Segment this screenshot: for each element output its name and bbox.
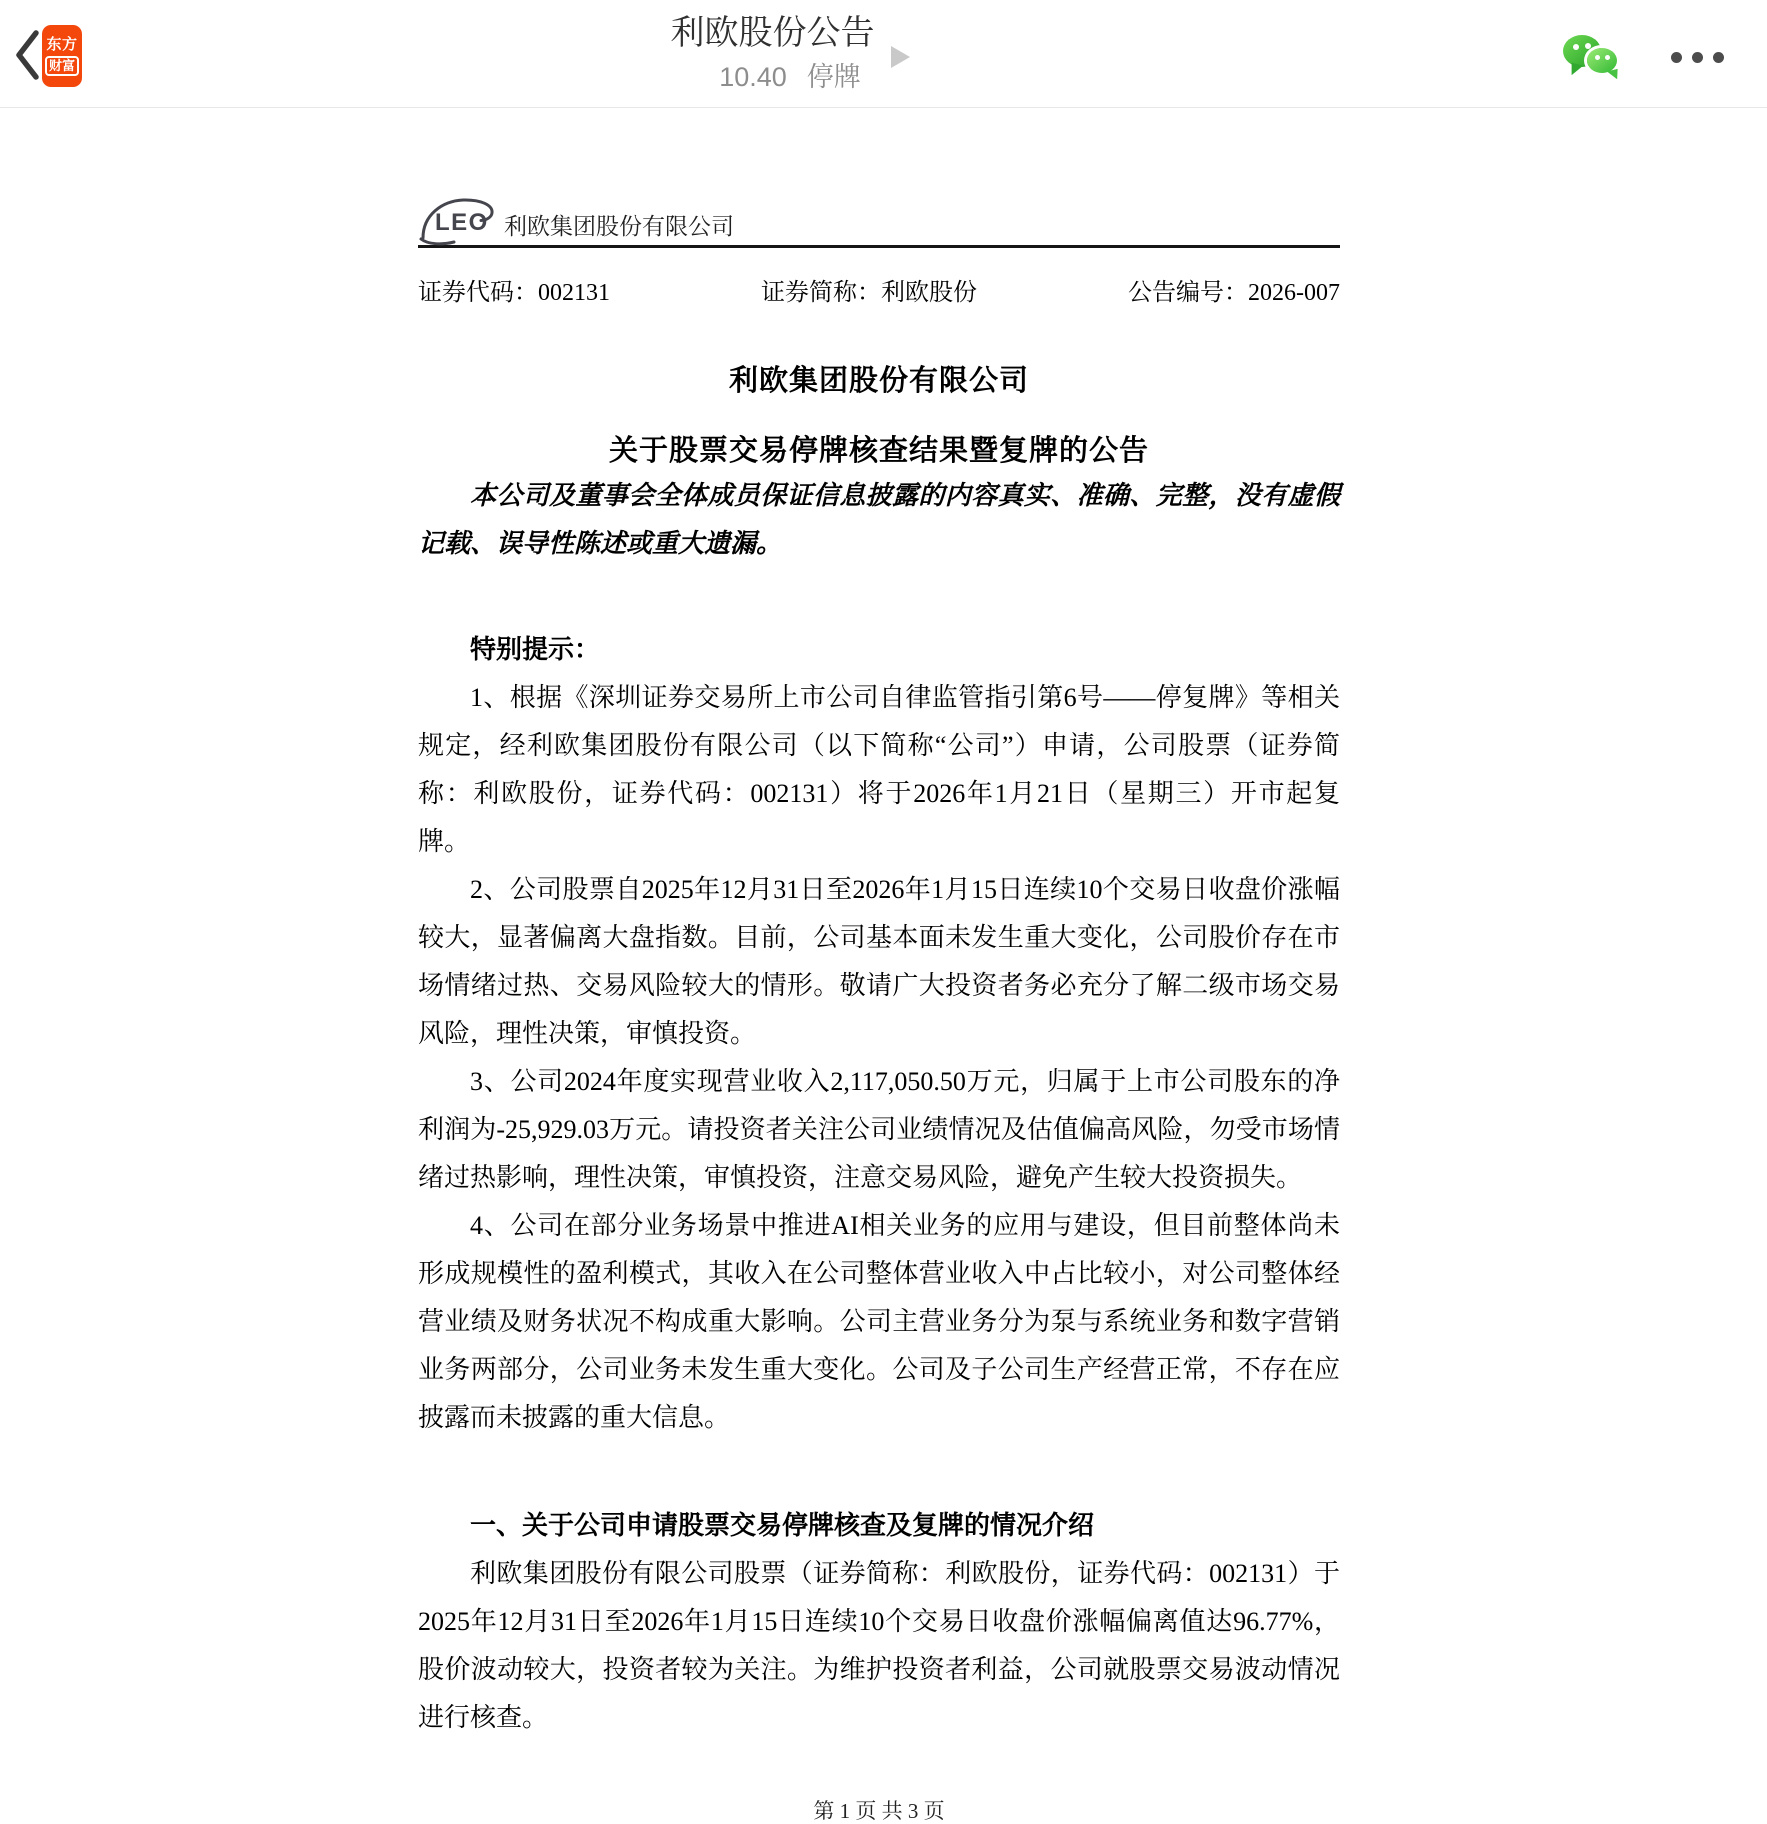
- letterhead-company-name: 利欧集团股份有限公司: [504, 214, 734, 239]
- page-title: 利欧股份公告: [670, 14, 875, 52]
- more-dots-icon: [1671, 52, 1682, 63]
- more-menu-button[interactable]: [1671, 52, 1724, 63]
- special-note-label: 特别提示：: [470, 635, 601, 664]
- section-1-heading: 一、关于公司申请股票交易停牌核查及复牌的情况介绍: [470, 1511, 1095, 1540]
- stock-status-badge: 停牌: [806, 62, 861, 92]
- eastmoney-logo-text-bottom: 财富: [45, 56, 78, 76]
- announcement-number: 公告编号：2026-007: [1128, 280, 1340, 306]
- security-code: 证券代码：002131: [418, 280, 610, 306]
- disclaimer-paragraph: 本公司及董事会全体成员保证信息披露的内容真实、准确、完整，没有虚假记载、误导性陈述或重大遗漏。: [418, 481, 1340, 558]
- page-number-footer: 第 1 页 共 3 页: [813, 1799, 945, 1823]
- leo-logo-text: LEO: [435, 209, 489, 236]
- app-bar: [0, 0, 1767, 108]
- document-title-subject: 关于股票交易停牌核查结果暨复牌的公告: [608, 435, 1149, 467]
- paragraph-2: 2、公司股票自2025年12月31日至2026年1月15日连续10个交易日收盘价涨幅较大，显著偏离大盘指数。目前，公司基本面未发生重大变化，公司股价存在市场情绪过热、交易风险较大的情形。敬请广大投资者务必充分了解二级市场交易风险，理性决策，审慎投资。: [418, 875, 1340, 1048]
- eastmoney-logo-text-top: 东方: [46, 35, 78, 53]
- stock-price: 10.40: [719, 62, 787, 92]
- wechat-share-button[interactable]: [1563, 33, 1627, 87]
- announcement-document: [418, 107, 1340, 1824]
- section-1-paragraph: 利欧集团股份有限公司股票（证券简称：利欧股份，证券代码：002131）于2025年12月31日至2026年1月15日连续10个交易日收盘价涨幅偏离值达96.77%，股价波动较大，投资者较为关注。为维护投资者利益，公司就股票交易波动情况进行核查。: [418, 1559, 1340, 1732]
- header-center: [0, 12, 1580, 91]
- company-letterhead: [418, 195, 1340, 243]
- paragraph-4: 4、公司在部分业务场景中推进AI相关业务的应用与建设，但目前整体尚未形成规模性的盈利模式，其收入在公司整体营业收入中占比较小，对公司整体经营业绩及财务状况不构成重大影响。公司主营业务分为泵与系统业务和数字营销业务两部分，公司业务未发生重大变化。公司及子公司生产经营正常，不存在应披露而未披露的重大信息。: [418, 1211, 1340, 1432]
- leo-logo-icon: [418, 195, 498, 243]
- document-title-company: 利欧集团股份有限公司: [728, 365, 1029, 397]
- paragraph-3: 3、公司2024年度实现营业收入2,117,050.50万元，归属于上市公司股东的净利润为-25,929.03万元。请投资者关注公司业绩情况及估值偏高风险，勿受市场情绪过热影响，理性决策，审慎投资，注意交易风险，避免产生较大投资损失。: [418, 1067, 1340, 1192]
- security-abbr: 证券简称：利欧股份: [761, 280, 977, 306]
- security-meta-row: [418, 278, 1340, 308]
- play-triangle-icon[interactable]: [891, 46, 910, 68]
- paragraph-1: 1、根据《深圳证券交易所上市公司自律监管指引第6号——停复牌》等相关规定，经利欧集团股份有限公司（以下简称“公司”）申请，公司股票（证券简称：利欧股份，证券代码：002131）将于2026年1月21日（星期三）开市起复牌。: [418, 683, 1340, 856]
- letterhead-rule: [418, 245, 1340, 248]
